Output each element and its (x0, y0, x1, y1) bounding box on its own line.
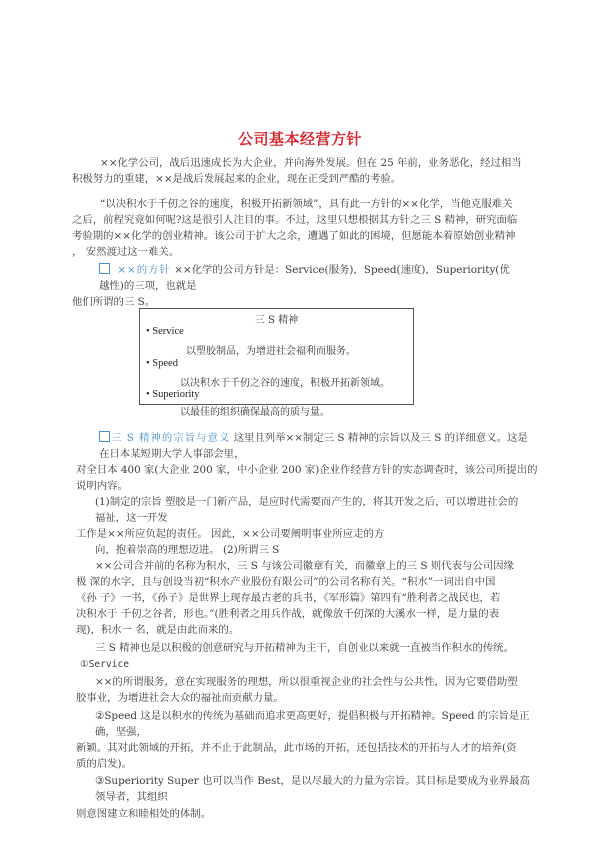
paragraph-line: 三 S 精神也是以积极的创意研究与开拓精神为主干，自创业以来就一直被当作积水的传统。 (95, 642, 514, 654)
paragraph-line: ②Speed 这是以积水的传统为基础而追求更高更好，提倡积极与开拓精神。Speed 的宗旨是正 (95, 710, 530, 722)
paragraph-line: ③Superiority Super 也可以当作 Best，是以尽最大的力量为宗旨。其目标是要成为业界最高 (95, 775, 530, 787)
paragraph-line: 之后，前程究竟如何呢?这是很引人注目的事。不过，这里只想根据其方针之三 S 精神，研究面临 (72, 214, 518, 226)
paragraph-text: ××化学的公司方针是：Service(服务)，Speed(速度)，Superiority(优 (174, 264, 510, 276)
box-title: 三 S 精神 (254, 315, 299, 326)
section-heading: ××的方针 (117, 264, 171, 276)
box-item-label: • Superiority (146, 389, 200, 400)
meaning-heading-line (99, 430, 528, 446)
paragraph-line: 领导者，其组织 (95, 791, 168, 803)
paragraph-line: 新颖。其对此领域的开拓，并不止于此制品，此市场的开拓，还包括技术的开拓与人才的培养(资 (76, 742, 517, 754)
subsection-label: ①Service (80, 659, 130, 670)
paragraph-line: 考验期的××化学的创业精神。该公司于扩大之余，遭遇了如此的困境，但愿能本着原始创业精神 (72, 230, 516, 242)
box-item-desc: 以塑胶制品，为增进社会福利而服务。 (186, 346, 356, 357)
box-item-label: • Service (146, 326, 184, 337)
paragraph-line: 在日本某短期大学人事部会里， (99, 448, 245, 460)
section-heading: 三 S 精神的宗旨与意义 (111, 432, 231, 444)
paragraph-line: “以决积水于千仞之谷的速度，积极开拓新领域”，具有此一方针的××化学，当他克服难关 (100, 198, 513, 210)
paragraph-line: 胶事业，为增进社会大众的福祉而贡献力量。 (76, 692, 284, 704)
paragraph-line: 越性)的三项，也就是 (99, 280, 197, 292)
paragraph-line: 质的启发)。 (76, 758, 133, 770)
paragraph-line: 向，抱着崇高的理想迈进。 (2)所谓三 S (95, 544, 280, 556)
paragraph-line: 他们所谓的三 S。 (72, 296, 156, 308)
paragraph-line: 工作是××所应负起的责任。 因此，××公司要阐明事业所应走的方 (76, 528, 385, 540)
checkbox-icon (99, 263, 110, 274)
three-s-box (139, 308, 414, 405)
box-item-desc: 以决积水于千仞之谷的速度，积极开拓新领域。 (180, 378, 390, 389)
paragraph-line: ××化学公司，战后迅速成长为大企业，并向海外发展。但在 25 年前，业务恶化，经过相当 (100, 157, 522, 169)
paragraph-line: 则意图建立和睦相处的体制。 (76, 808, 212, 820)
paragraph-line: 极 深的水字，且与创设当初“积水产业股份有限公司”的公司名称有关。“积水”一词出自中国 (76, 576, 496, 588)
box-item-label: • Speed (146, 358, 178, 369)
policy-heading-line (99, 262, 510, 278)
paragraph-line: 说明内容。 (76, 480, 128, 492)
paragraph-text: 这里且列举××制定三 S 精神的宗旨以及三 S 的详细意义。这是 (233, 432, 528, 444)
paragraph-line: 积极努力的重建，××是战后发展起来的企业，现在正受到严酷的考验。 (72, 173, 402, 185)
paragraph-line: ××公司合并前的名称为积水，三 S 与该公司徽章有关，而徽章上的三 S 则代表与公司因缘 (95, 560, 514, 572)
paragraph-line: 确，坚强， (95, 726, 147, 738)
paragraph-line: ， 安然渡过这一难关。 (72, 246, 180, 258)
paragraph-line: 决积水于 千仞之谷者，形也。”(胜利者之用兵作战，就像放千仞深的大溪水一样，是力量的表 (76, 608, 500, 620)
paragraph-line: 福祉，这一开发 (95, 512, 168, 524)
paragraph-line: 对全日本 400 家(大企业 200 家，中小企业 200 家)企业作经营方针的实态调查时，该公司所提出的 (76, 464, 538, 476)
paragraph-line: (1)制定的宗旨 塑胶是一门新产品，是应时代需要而产生的，将其开发之后，可以增进社会的 (95, 496, 519, 508)
paragraph-line: 《孙 子》一书，《孙子》是世界上现存最古老的兵书，《军形篇》第四有“胜利者之战民也，若 (76, 592, 501, 604)
page-title: 公司基本经营方针 (237, 130, 362, 148)
paragraph-line: 现)，积水一 名，就是由此而来的。 (76, 624, 240, 636)
paragraph-line: ××的所谓服务，意在实现服务的理想，所以很重视企业的社会性与公共性，因为它要借助塑 (95, 676, 518, 688)
box-item-desc: 以最佳的组织确保最高的质与量。 (180, 407, 330, 418)
checkbox-icon (99, 431, 110, 442)
